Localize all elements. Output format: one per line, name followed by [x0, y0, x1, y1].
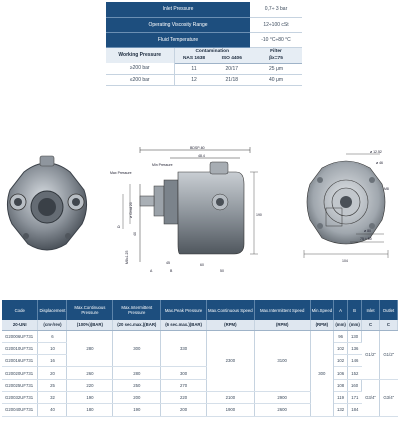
dim-label: 190 [256, 213, 262, 217]
dim-label: A [150, 269, 153, 273]
unit-header: (mm) [348, 320, 362, 330]
level-pressure: ≤200 bar [106, 74, 174, 85]
spec-level-row [106, 74, 302, 85]
dim-label: 75 ÷ 80 [360, 237, 372, 241]
dim-label: Max Pressure [110, 171, 132, 175]
spec-row [106, 17, 302, 32]
cell-b: 184 [348, 404, 362, 416]
dim-label: 45 [166, 261, 170, 265]
unit-header: (100%)(BAR) [67, 320, 113, 330]
level-filter: 25 μm [250, 63, 302, 74]
cell-displacement: 20 [38, 367, 67, 379]
beta-header: βx=75 [250, 55, 302, 63]
cell-inlet: G1/2" [362, 330, 380, 379]
table-unit-row [2, 320, 398, 330]
cell-cont-speed: 1900 [206, 404, 254, 416]
col-header: Min.Speed [310, 300, 334, 320]
cell-displacement: 10 [38, 342, 67, 354]
col-header: Inlet [362, 300, 380, 320]
cell-peak-pressure: 220 [161, 391, 207, 403]
cell-peak-pressure: 270 [161, 379, 207, 391]
table-header-row [2, 300, 398, 320]
cell-displacement: 40 [38, 404, 67, 416]
cell-int-pressure: 300 [113, 330, 161, 367]
cell-displacement: 32 [38, 391, 67, 403]
cell-peak-pressure: 200 [161, 404, 207, 416]
col-header: Max.Continuous Speed [206, 300, 254, 320]
table-row [2, 391, 398, 403]
unit-header: C [379, 320, 397, 330]
dim-label: 60 [200, 263, 204, 267]
col-header: Max.Intermittent Speed [254, 300, 310, 320]
level-iso: 20/17 [214, 63, 250, 74]
col-header: Max.Peak Pressure [161, 300, 207, 320]
cell-cont-pressure: 280 [67, 330, 113, 367]
table-row [2, 367, 398, 379]
spec-subhead [106, 47, 302, 55]
unit-header: (RPM) [310, 320, 334, 330]
spec-row [106, 2, 302, 17]
nas-header: NAS 1638 [174, 55, 214, 63]
dim-label: ø 80 [364, 229, 372, 233]
unit-header: (20 sec.max.)(BAR) [113, 320, 161, 330]
cell-code: G20032UF731 [2, 391, 38, 403]
unit-header: C [362, 320, 380, 330]
cell-cont-pressure: 260 [67, 367, 113, 379]
col-header: Max.Continuous Pressure [67, 300, 113, 320]
spec-level-row [106, 63, 302, 74]
dim-label: Min Pressure [152, 163, 173, 167]
cell-a: 96 [334, 330, 348, 342]
table-row [2, 379, 398, 391]
cell-a: 119 [334, 391, 348, 403]
iso-header: ISO 4406 [214, 55, 250, 63]
technical-drawings [0, 140, 400, 280]
col-header: A [334, 300, 348, 320]
cell-b: 160 [348, 379, 362, 391]
cell-int-pressure: 200 [113, 391, 161, 403]
cell-cont-pressure: 180 [67, 404, 113, 416]
spec-table [106, 2, 302, 86]
table-row [2, 404, 398, 416]
dim-label: B [170, 269, 173, 273]
dim-label: M8 [384, 187, 389, 191]
unit-header: (mm) [334, 320, 348, 330]
spec-value: 12÷100 cSt [250, 17, 302, 32]
product-table [2, 300, 398, 417]
dim-label: 104 [342, 259, 348, 263]
cell-cont-pressure: 220 [67, 379, 113, 391]
cell-inlet: G3/4" [362, 379, 380, 416]
cell-code: G20020UF731 [2, 367, 38, 379]
cell-int-pressure: 280 [113, 367, 161, 379]
dim-label: M8x1.25 [125, 250, 129, 264]
cell-outlet: G1/2" [379, 330, 397, 379]
side-view-drawing [110, 144, 280, 274]
cell-a: 106 [334, 367, 348, 379]
cell-int-speed: 3100 [254, 330, 310, 391]
pump-photo-front [4, 152, 90, 257]
col-header: B [348, 300, 362, 320]
unit-header: 20-UNI [2, 320, 38, 330]
cell-code: G20006UF731 [2, 330, 38, 342]
dim-label: ø 12.52 [370, 150, 382, 154]
dim-label: 50 [220, 269, 224, 273]
level-filter: 40 μm [250, 74, 302, 85]
cell-a: 102 [334, 342, 348, 354]
working-pressure-header: Working Pressure [106, 47, 174, 63]
spec-label: Inlet Pressure [106, 2, 250, 17]
level-iso: 21/18 [214, 74, 250, 85]
unit-header: (cm³/rev) [38, 320, 67, 330]
cell-b: 136 [348, 342, 362, 354]
dim-label: 40 [133, 232, 137, 236]
cell-int-pressure: 250 [113, 379, 161, 391]
unit-header: (RPM) [206, 320, 254, 330]
level-pressure: ≥200 bar [106, 63, 174, 74]
cell-b: 130 [348, 330, 362, 342]
unit-header: (6 sec.max.)(BAR) [161, 320, 207, 330]
col-header: Outlet [379, 300, 397, 320]
spec-label: Operating Viscosity Range [106, 17, 250, 32]
dim-label: BDSP-60 [190, 146, 205, 150]
cell-a: 108 [334, 379, 348, 391]
cell-displacement: 6 [38, 330, 67, 342]
cell-int-speed: 2900 [254, 391, 310, 403]
filter-header: Filter [250, 47, 302, 55]
cell-int-speed: 2600 [254, 404, 310, 416]
col-header: Max.Intermittent Pressure [113, 300, 161, 320]
cell-cont-speed: 2300 [206, 330, 254, 391]
dim-label: ø Grnd 20 [129, 202, 133, 218]
contamination-header: Contamination [174, 47, 250, 55]
cell-peak-pressure: 330 [161, 330, 207, 367]
table-row [2, 330, 398, 342]
front-view-drawing [300, 150, 398, 275]
unit-header: (RPM) [254, 320, 310, 330]
cell-b: 171 [348, 391, 362, 403]
spec-row [106, 32, 302, 47]
cell-code: G20016UF731 [2, 355, 38, 367]
cell-cont-pressure: 190 [67, 391, 113, 403]
dim-label: 48.4 [198, 154, 205, 158]
cell-code: G20025UF731 [2, 379, 38, 391]
cell-outlet: G3/4" [379, 379, 397, 416]
level-nas: 11 [174, 63, 214, 74]
cell-peak-pressure: 300 [161, 367, 207, 379]
cell-b: 146 [348, 355, 362, 367]
cell-displacement: 16 [38, 355, 67, 367]
cell-min-speed: 300 [310, 330, 334, 416]
cell-displacement: 25 [38, 379, 67, 391]
col-header: Code [2, 300, 38, 320]
cell-code: G20010UF731 [2, 342, 38, 354]
spec-value: 0,7÷ 3 bar [250, 2, 302, 17]
level-nas: 12 [174, 74, 214, 85]
cell-int-pressure: 190 [113, 404, 161, 416]
cell-cont-speed: 2100 [206, 391, 254, 403]
cell-a: 102 [334, 355, 348, 367]
spec-value: -10 °C÷80 °C [250, 32, 302, 47]
cell-code: G20040UF731 [2, 404, 38, 416]
col-header: Displacement [38, 300, 67, 320]
spec-label: Fluid Temperature [106, 32, 250, 47]
dim-label: D [117, 225, 121, 228]
cell-a: 132 [334, 404, 348, 416]
dim-label: ø 46 [376, 161, 384, 165]
cell-b: 152 [348, 367, 362, 379]
